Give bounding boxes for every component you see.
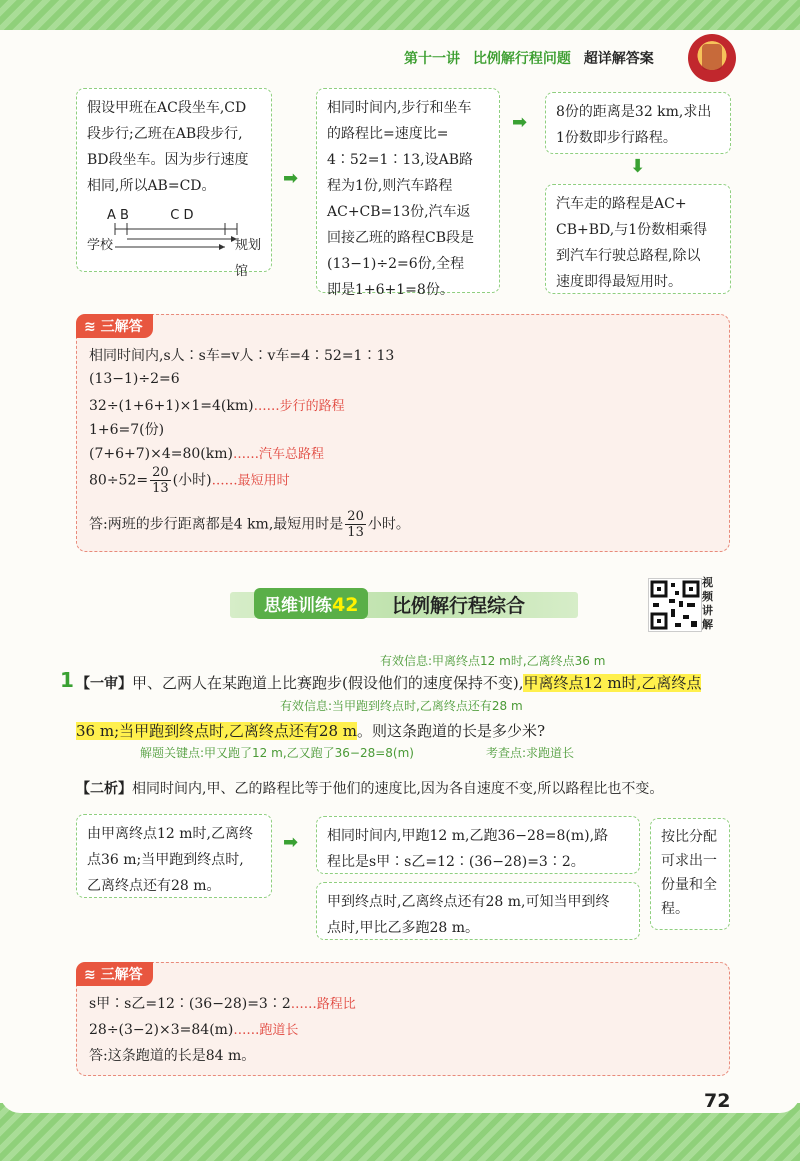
text-line: BD段坐车。因为步行速度: [87, 152, 249, 168]
question-number: 1: [60, 668, 74, 692]
text-line: 的路程比=速度比=: [327, 126, 449, 142]
running-header: [404, 48, 654, 68]
diagram-point-labels: A B C D: [107, 208, 194, 223]
solution-panel-1: [76, 314, 730, 552]
solution-line: (13−1)÷2=6: [89, 371, 180, 387]
question-text: ?: [537, 722, 546, 740]
question-tag: 【一审】: [76, 676, 132, 692]
text-line: 甲到终点时,乙离终点还有28 m,可知当甲到终: [327, 894, 610, 910]
numerator: 20: [347, 509, 364, 524]
formula: 28÷(3−2)×3=84(m): [89, 1022, 234, 1038]
arrow-right-icon: ➡: [283, 832, 299, 853]
annotation-check-point: 考查点:求跑道长: [486, 746, 575, 760]
solution-line: 1+6=7(份): [89, 422, 165, 438]
fraction: [345, 509, 366, 540]
diagram-end-label: 规划馆: [235, 238, 262, 279]
text-line: (13−1)÷2=6份,全程: [327, 256, 465, 272]
solution-line: [89, 395, 345, 414]
highlight: 甲离终点12 m时,乙离终点: [523, 674, 702, 692]
section-number: 42: [332, 594, 359, 616]
annotation: ……路程比: [290, 997, 356, 1012]
solution-line: [89, 1019, 298, 1038]
highlight: 36 m;当甲跑到终点时,乙离终点还有28 m: [76, 722, 357, 740]
text-line: 相同时间内,步行和坐车: [327, 100, 472, 116]
annotation: ……步行的路程: [253, 399, 345, 414]
question-line-1: [76, 672, 701, 693]
question-text: 。则这条跑道的长是多少米: [356, 722, 537, 740]
answer-text: 答:两班的步行距离都是4 km,最短用时是: [89, 516, 344, 533]
analysis-text: 相同时间内,甲、乙的路程比等于他们的速度比,因为各自速度不变,所以路程比也不变。: [132, 781, 664, 797]
text-line: 到汽车行驶总路程,除以: [556, 248, 701, 264]
flow2-box3: [316, 882, 640, 940]
text-line: 点36 m;当甲跑到终点时,: [87, 852, 244, 868]
topic-label: 比例解行程问题: [472, 51, 571, 67]
section-pill-label: 思维训练: [264, 596, 332, 616]
answer-line: [89, 509, 410, 540]
question-text: 甲、乙两人在某跑道上比赛跑步(假设他们的速度保持不变),: [132, 674, 524, 692]
formula: 32÷(1+6+1)×1=4(km): [89, 398, 254, 414]
diagram-start-label: 学校: [87, 238, 114, 253]
formula: (7+6+7)×4=80(km): [89, 446, 233, 462]
flow1-box1: [76, 88, 272, 279]
text-line: 假设甲班在AC段坐车,CD: [87, 100, 247, 116]
page-number: 72: [704, 1090, 731, 1112]
text-line: 可求出一: [661, 853, 717, 869]
annotation: ……跑道长: [233, 1023, 299, 1038]
text-line: AC+CB=13份,汽车返: [327, 204, 471, 220]
flow2-box4: [650, 818, 730, 930]
arrow-down-icon: ⬇: [630, 156, 646, 177]
book-label: 超详解答案: [583, 51, 654, 67]
text-line: 程。: [661, 901, 689, 917]
page-top: [0, 30, 800, 60]
lecture-label: 第十一讲: [404, 51, 460, 67]
analysis-tag: 【二析】: [76, 781, 132, 797]
formula: 80÷52=: [89, 472, 149, 489]
arrow-right-icon: ➡: [283, 168, 299, 189]
flow2-box1: [76, 814, 272, 898]
text-line: 相同时间内,甲跑12 m,乙跑36−28=8(m),路: [327, 828, 609, 844]
annotation: ……汽车总路程: [232, 447, 324, 462]
route-diagram: [87, 203, 262, 279]
flow1-box4: [545, 184, 731, 294]
text-line: 按比分配: [661, 829, 717, 845]
text-line: 相同,所以AB=CD。: [87, 178, 216, 194]
text-line: CB+BD,与1份数相乘得: [556, 222, 708, 238]
question-line-2: [76, 720, 545, 741]
text-line: 点时,甲比乙多跑28 m。: [327, 920, 479, 936]
text-line: 程比是s甲∶s乙=12∶(36−28)=3∶2。: [327, 854, 585, 870]
answer-line: 答:这条跑道的长是84 m。: [89, 1048, 256, 1064]
text-line: 程为1份,则汽车路程: [327, 178, 453, 194]
annotation-effective-info-1: 有效信息:甲离终点12 m时,乙离终点36 m: [380, 654, 606, 668]
text-line: 份量和全: [661, 877, 717, 893]
qr-pattern: [649, 579, 701, 631]
analysis-line: [76, 778, 663, 798]
arrow-right-icon: ➡: [512, 112, 528, 133]
answer-text: 小时。: [367, 516, 410, 533]
section-pill: [254, 588, 368, 619]
qr-label: 视频讲解: [702, 576, 713, 631]
annotation-effective-info-2: 有效信息:当甲跑到终点时,乙离终点还有28 m: [280, 699, 523, 713]
flow2-box2: [316, 816, 640, 874]
text-line: 即是1+6+1=8份。: [327, 282, 454, 298]
fraction: [150, 465, 171, 496]
seal-logo: [688, 34, 736, 82]
annotation-key-point: 解题关键点:甲又跑了12 m,乙又跑了36−28=8(m): [140, 746, 414, 760]
formula: s甲∶s乙=12∶(36−28)=3∶2: [89, 996, 291, 1012]
solution-line: [89, 443, 324, 462]
text-line: 汽车走的路程是AC+: [556, 196, 687, 212]
solution-tag: ≋ 三解答: [76, 962, 153, 986]
text-line: 速度即得最短用时。: [556, 274, 682, 290]
section-title: 比例解行程综合: [392, 595, 526, 617]
text-line: 由甲离终点12 m时,乙离终: [87, 826, 253, 842]
solution-line: 相同时间内,s人∶s车=v人∶v车=4∶52=1∶13: [89, 348, 395, 364]
solution-tag: ≋ 三解答: [76, 314, 153, 338]
annotation: ……最短用时: [211, 473, 290, 489]
text-line: 段步行;乙班在AB段步行,: [87, 126, 243, 142]
numerator: 20: [152, 465, 169, 480]
text-line: 乙离终点还有28 m。: [87, 878, 221, 894]
text-line: 回接乙班的路程CB段是: [327, 230, 474, 246]
unit: (小时): [172, 472, 212, 489]
solution-line: [89, 993, 356, 1013]
solution-panel-2: [76, 962, 730, 1076]
denominator: 13: [152, 481, 169, 496]
page-bottom: [0, 1093, 800, 1113]
text-line: 1份数即步行路程。: [556, 130, 677, 146]
denominator: 13: [347, 525, 364, 540]
flow1-box2: [316, 88, 500, 298]
text-line: 4∶52=1∶13,设AB路: [327, 152, 474, 168]
text-line: 8份的距离是32 km,求出: [556, 104, 712, 120]
solution-line: [89, 465, 290, 496]
flow1-box3: [545, 92, 731, 154]
qr-code-icon[interactable]: [648, 578, 702, 632]
